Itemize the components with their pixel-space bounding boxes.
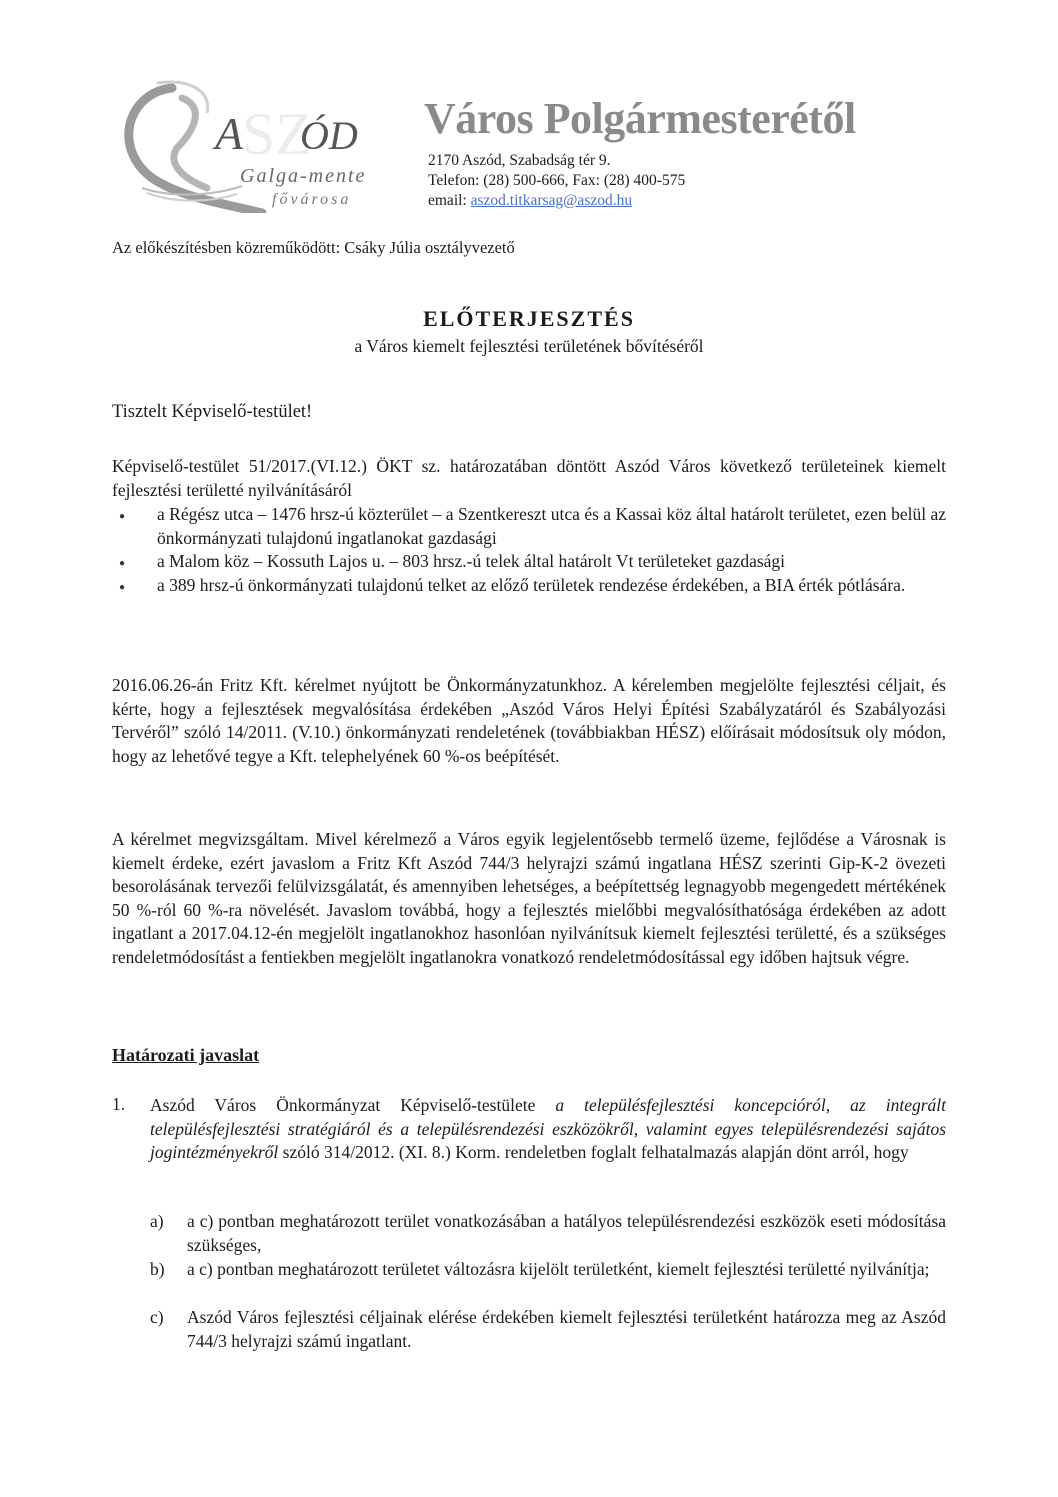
subitem-text: a c) pontban meghatározott területet változásra kijelölt területként, kiemelt fejlesztési területté nyilvánítja;: [187, 1259, 930, 1279]
logo-tagline-1: Galga-mente: [240, 165, 367, 187]
contact-block: [428, 151, 685, 211]
subitem-text: a c) pontban meghatározott terület vonatkozásában a hatályos településrendezési eszközök eseti módosítása szükséges,: [187, 1211, 946, 1255]
resolution-heading: Határozati javaslat: [112, 1045, 260, 1065]
regulation-title: a településfejlesztési koncepcióról, az integrált településfejlesztési stratégiáról és a településrendezési eszközökről, valamint egyes településrendezési sajátos jogintézményekről: [150, 1095, 946, 1163]
document-subtitle: a Város kiemelt fejlesztési területének bővítéséről: [354, 336, 704, 356]
email-line: [428, 191, 685, 211]
email-label: email:: [428, 192, 467, 209]
list-item: ● a Malom köz – Kossuth Lajos u. – 803 hrsz.-ú telek által határolt Vt területeket gazdasági: [157, 550, 946, 574]
resolution-intro-start: Aszód Város Önkormányzat Képviselő-testülete: [150, 1095, 556, 1115]
logo-letters-middle: SZ: [242, 101, 313, 167]
subitem-text: Aszód Város fejlesztési céljainak elérése érdekében kiemelt fejlesztési területként határozza meg az Aszód 744/3 helyrajzi számú ingatlant.: [187, 1307, 946, 1351]
email-link[interactable]: aszod.titkarsag@aszod.hu: [470, 192, 633, 209]
paragraph-1: Képviselő-testület 51/2017.(VI.12.) ÖKT sz. határozatában döntött Aszód Város következő területeinek kiemelt fejlesztési területté nyilvánításáról: [112, 456, 946, 500]
resolution-intro: [150, 1094, 946, 1165]
greeting: Tisztelt Képviselő-testület!: [112, 402, 313, 422]
office-title: Város Polgármesterétől: [424, 94, 856, 143]
subitem-label: a): [150, 1211, 164, 1231]
document-title: ELŐTERJESZTÉS: [423, 306, 635, 331]
logo-letter-a: A: [215, 108, 244, 159]
subitem-label: b): [150, 1259, 165, 1279]
subitem-label: c): [150, 1307, 164, 1327]
list-item: ● a Régész utca – 1476 hrsz-ú közterület – a Szentkereszt utca és a Kassai köz által határolt területet, ezen belül az önkormányzati tulajdonú ingatlanokat gazdasági: [157, 503, 946, 550]
paragraph-2: 2016.06.26-án Fritz Kft. kérelmet nyújtott be Önkormányzatunkhoz. A kérelemben megjelölte fejlesztési céljait, és kérte, hogy a fejlesztések megvalósítása érdekében „Aszód Város Helyi Építési Szabályzatáról és Szabályozási Tervéről” szóló 14/2011. (V.10.) önkormányzati rendeletének (továbbiakban HÉSZ) előírásait módosítsuk oly módon, hogy az lehetővé tegye a Kft. telephelyének 60 %-os beépítését.: [112, 675, 946, 766]
address: 2170 Aszód, Szabadság tér 9.: [428, 152, 611, 169]
logo-tagline-2: fővárosa: [272, 191, 352, 208]
logo-letters-od: ÓD: [300, 113, 358, 158]
phone-fax: Telefon: (28) 500-666, Fax: (28) 400-575: [428, 172, 686, 189]
resolution-intro-end: szóló 314/2012. (XI. 8.) Korm. rendeletben foglalt felhatalmazás alapján dönt arról, hogy: [278, 1142, 909, 1163]
list-item: ● a 389 hrsz-ú önkormányzati tulajdonú telket az előző területek rendezése érdekében, a BIA érték pótlására.: [157, 574, 946, 598]
paragraph-3: A kérelmet megvizsgáltam. Mivel kérelmező a Város egyik legjelentősebb termelő üzeme, fejlődése a Városnak is kiemelt érdeke, ezért javaslom a Fritz Kft Aszód 744/3 helyrajzi számú ingatlana HÉSZ szerinti Gip-K-2 övezeti besorolásának tervezői felülvizsgálatát, és amennyiben lehetséges, a beépítettség legnagyobb megengedett mértékének 50 %-ról 60 %-ra növelését. Javaslom továbbá, hogy a fejlesztés mielőbbi megvalósíthatósága érdekében az adott ingatlant a 2017.04.12-én megjelölt ingatlanokhoz hasonlóan nyilvánítsuk kiemelt fejlesztési területté, és a szükséges rendeletmódosítást a fentiekben megjelölt ingatlanokra vonatkozó rendeletmódosítással egy időben hajtsuk végre.: [112, 829, 946, 967]
area-list: [157, 503, 946, 597]
prepared-by: Az előkészítésben közreműködött: Csáky Júlia osztályvezető: [112, 238, 515, 257]
resolution-item-number: 1.: [112, 1094, 126, 1114]
